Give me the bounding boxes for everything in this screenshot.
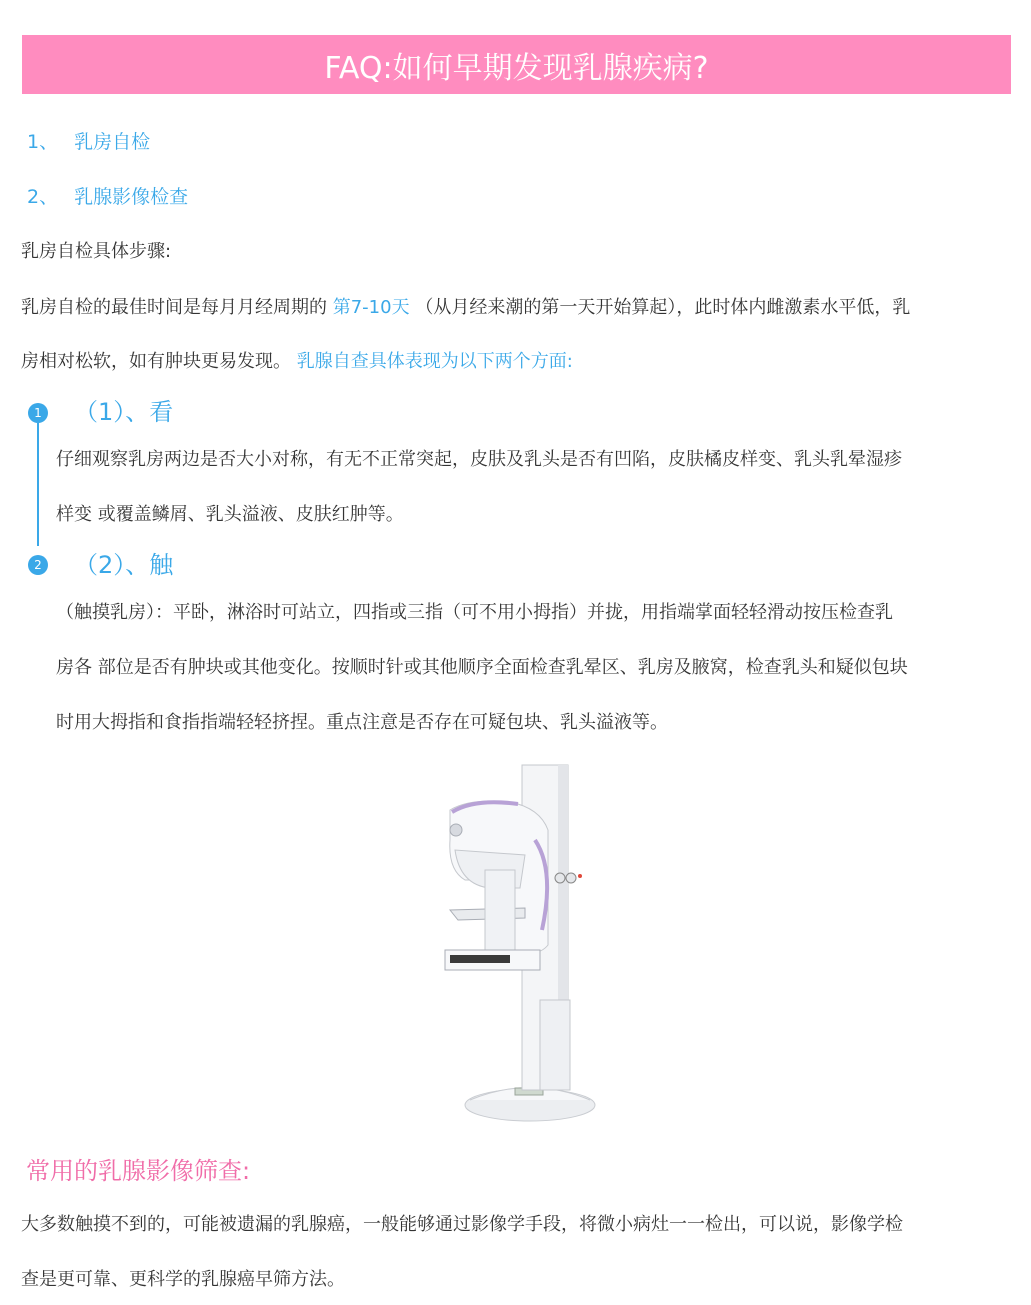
best-time-suffix: （从月经来潮的第一天开始算起），此时体内雌激素水平低，乳 — [409, 297, 911, 318]
step-badge-1: 1 — [28, 403, 48, 423]
step-title-look: （1）、看 — [74, 398, 174, 426]
best-time-prefix: 乳房自检的最佳时间是每月月经周期的 — [21, 297, 333, 318]
method-label: 乳腺影像检查 — [74, 186, 189, 208]
steps-heading: 乳房自检具体步骤: — [21, 241, 172, 262]
imaging-heading: 常用的乳腺影像筛查: — [26, 1157, 251, 1185]
page-title: FAQ:如何早期发现乳腺疾病? — [324, 50, 709, 86]
step-text-line: 房各 部位是否有肿块或其他变化。按顺时针或其他顺序全面检查乳晕区、乳房及腋窝，检查乳头和疑似包块 — [56, 657, 908, 678]
method-number: 2、 — [27, 186, 59, 208]
imaging-text-line: 查是更可靠、更科学的乳腺癌早筛方法。 — [21, 1269, 345, 1290]
mammography-machine-image — [430, 760, 610, 1130]
page-title-banner — [22, 35, 1011, 94]
self-check-intro: 乳腺自查具体表现为以下两个方面: — [291, 351, 573, 372]
best-time-paragraph-line1 — [21, 296, 910, 320]
step-text-line: 仔细观察乳房两边是否大小对称，有无不正常突起，皮肤及乳头是否有凹陷，皮肤橘皮样变、乳头乳晕湿疹 — [56, 449, 902, 470]
step-badge-2: 2 — [28, 555, 48, 575]
best-time-paragraph-line2 — [21, 350, 573, 374]
step-text-line: （触摸乳房）：平卧，淋浴时可站立，四指或三指（可不用小拇指）并拢，用指端掌面轻轻滑动按压检查乳 — [56, 602, 893, 623]
step-text-line: 样变 或覆盖鳞屑、乳头溢液、皮肤红肿等。 — [56, 504, 404, 525]
best-time-line2: 房相对松软，如有肿块更易发现。 — [21, 351, 291, 372]
step-title-touch: （2）、触 — [74, 551, 174, 579]
method-item-imaging[interactable] — [27, 185, 188, 209]
best-time-highlight: 第7-10天 — [332, 297, 410, 318]
method-item-self-exam[interactable] — [27, 130, 150, 154]
imaging-text-line: 大多数触摸不到的，可能被遗漏的乳腺癌，一般能够通过影像学手段，将微小病灶一一检出，可以说，影像学检 — [21, 1214, 903, 1235]
step-connector-line — [37, 423, 39, 546]
method-label: 乳房自检 — [74, 131, 151, 153]
method-number: 1、 — [27, 131, 59, 153]
step-text-line: 时用大拇指和食指指端轻轻挤捏。重点注意是否存在可疑包块、乳头溢液等。 — [56, 712, 668, 733]
